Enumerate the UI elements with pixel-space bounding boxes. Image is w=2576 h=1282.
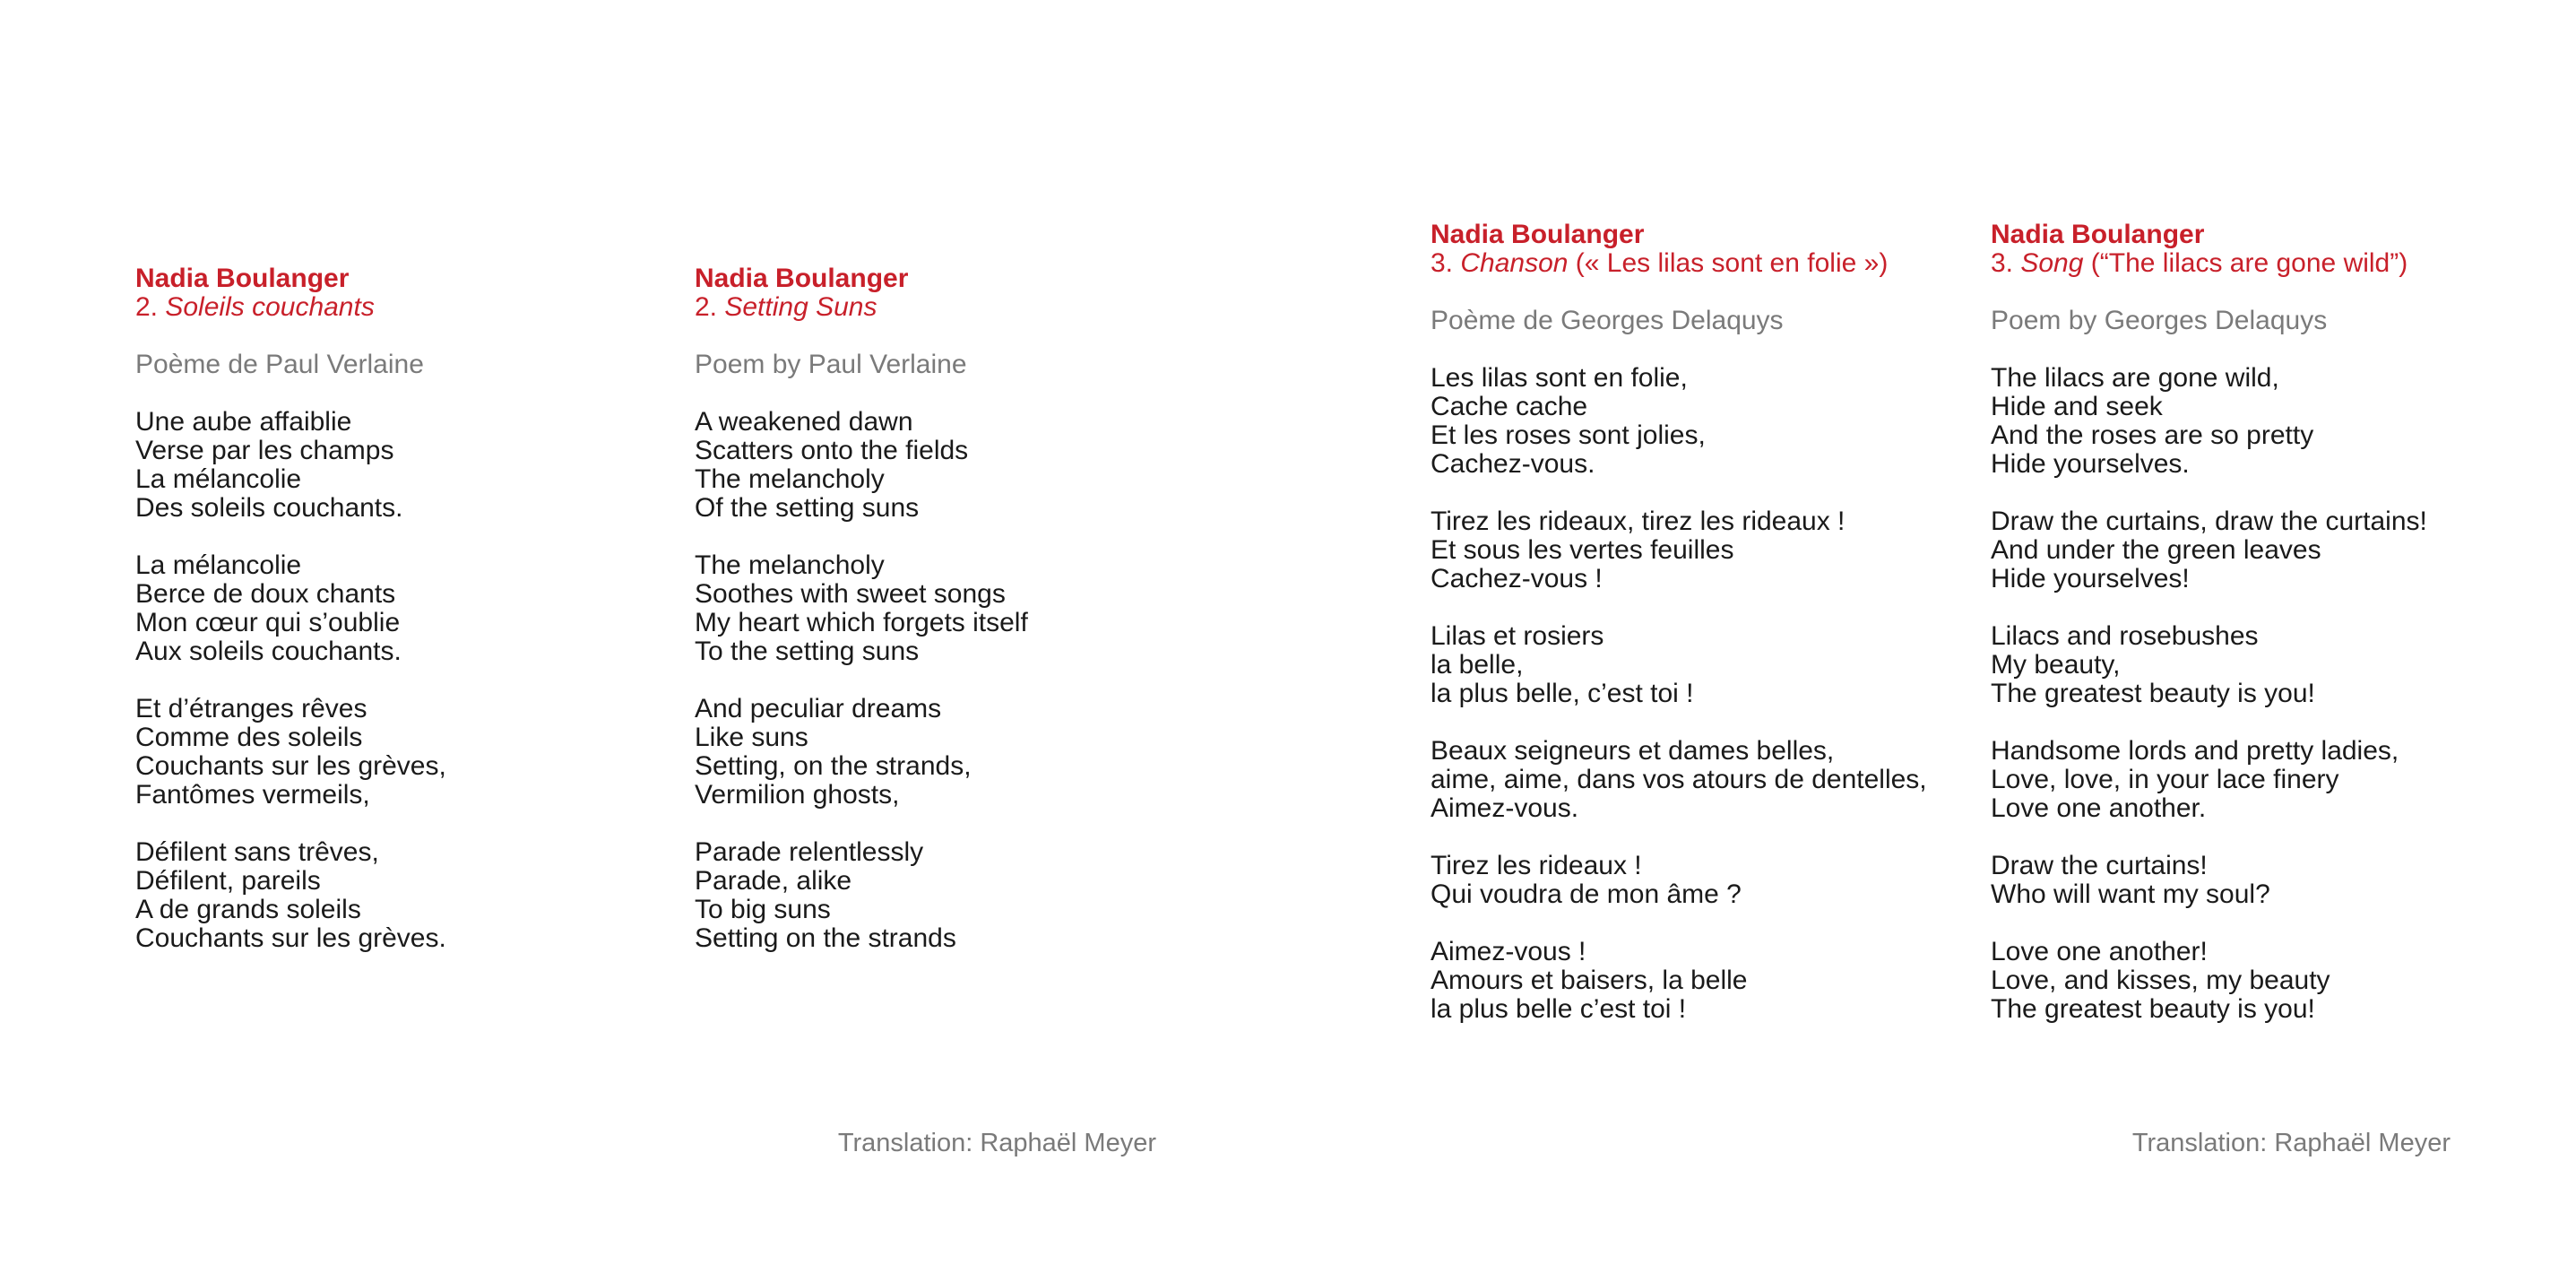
- poem-line: Vermilion ghosts,: [695, 780, 900, 810]
- poem-line: Draw the curtains, draw the curtains!: [1991, 507, 2427, 536]
- stanza: [135, 838, 637, 953]
- work-title-italic: Setting Suns: [724, 292, 877, 322]
- poem-line: To big suns: [695, 895, 831, 924]
- poem-line: Amours et baisers, la belle: [1431, 966, 1748, 995]
- poem-line: Cachez-vous.: [1431, 449, 1595, 479]
- poem-line: Parade, alike: [695, 866, 852, 896]
- poem-line: Et d’étranges rêves: [135, 694, 367, 723]
- poem-line: Tirez les rideaux !: [1431, 851, 1642, 880]
- poem-line: Des soleils couchants.: [135, 493, 403, 523]
- poem-line: The lilacs are gone wild,: [1991, 363, 2279, 393]
- poem-line: To the setting suns: [695, 637, 920, 666]
- stanza: [695, 838, 1197, 953]
- work-title: [695, 293, 1197, 322]
- poem-line: My beauty,: [1991, 650, 2121, 680]
- stanza: [1991, 852, 2493, 909]
- poem-line: Aux soleils couchants.: [135, 637, 402, 666]
- stanza: [695, 551, 1197, 666]
- poem-line: Aimez-vous.: [1431, 793, 1579, 823]
- work-title: [1431, 249, 1932, 278]
- poem-line: The greatest beauty is you!: [1991, 994, 2315, 1024]
- poem-line: La mélancolie: [135, 550, 302, 580]
- poem-line: la plus belle, c’est toi !: [1431, 679, 1694, 708]
- stanza: [695, 695, 1197, 810]
- stanza: [695, 408, 1197, 523]
- poem-line: Et les roses sont jolies,: [1431, 420, 1706, 450]
- poem-line: My heart which forgets itself: [695, 608, 1028, 637]
- poem-line: The greatest beauty is you!: [1991, 679, 2315, 708]
- stanza: [1431, 852, 1932, 909]
- poem-line: Lilacs and rosebushes: [1991, 621, 2259, 651]
- poem-line: Comme des soleils: [135, 723, 363, 752]
- poem-line: la plus belle c’est toi !: [1431, 994, 1687, 1024]
- poem-line: Love, and kisses, my beauty: [1991, 966, 2330, 995]
- translation-credit: Translation: Raphaël Meyer: [2131, 1129, 2451, 1157]
- poem-line: A weakened dawn: [695, 407, 913, 437]
- stanza: [1991, 938, 2493, 1024]
- poem-line: The melancholy: [695, 550, 885, 580]
- poem-line: Love, love, in your lace finery: [1991, 765, 2339, 794]
- poem-line: aime, aime, dans vos atours de dentelles,: [1431, 765, 1927, 794]
- poem-line: Hide yourselves.: [1991, 449, 2190, 479]
- poem-line: Mon cœur qui s’oublie: [135, 608, 401, 637]
- poem-line: Handsome lords and pretty ladies,: [1991, 736, 2399, 766]
- poem-line: Who will want my soul?: [1991, 879, 2270, 909]
- poem-line: Une aube affaiblie: [135, 407, 352, 437]
- poem-author: Poem by Paul Verlaine: [695, 350, 967, 379]
- poem-line: Cachez-vous !: [1431, 564, 1603, 593]
- stanza: [1431, 364, 1932, 479]
- poem-line: Et sous les vertes feuilles: [1431, 535, 1734, 565]
- poem-line: Like suns: [695, 723, 808, 752]
- poem-line: Aimez-vous !: [1431, 937, 1586, 966]
- stanza: [135, 408, 637, 523]
- stanza: [1431, 622, 1932, 708]
- poem-line: Tirez les rideaux, tirez les rideaux !: [1431, 507, 1846, 536]
- stanza: [1991, 622, 2493, 708]
- poem-line: Qui voudra de mon âme ?: [1431, 879, 1742, 909]
- stanza: [135, 695, 637, 810]
- poem-line: Couchants sur les grèves,: [135, 751, 446, 781]
- poem-line: La mélancolie: [135, 464, 302, 494]
- poem-line: Scatters onto the fields: [695, 436, 969, 465]
- work-subtitle: (« Les lilas sont en folie »): [1568, 248, 1889, 278]
- translation-credit: Translation: Raphaël Meyer: [837, 1129, 1156, 1157]
- poem-line: Fantômes vermeils,: [135, 780, 370, 810]
- poem-line: Défilent sans trêves,: [135, 837, 379, 867]
- work-title-italic: Song: [2020, 248, 2084, 278]
- poem-line: And the roses are so pretty: [1991, 420, 2314, 450]
- poem-line: A de grands soleils: [135, 895, 361, 924]
- poem-line: Love one another!: [1991, 937, 2208, 966]
- work-title-italic: Soleils couchants: [165, 292, 375, 322]
- stanza: [1431, 938, 1932, 1024]
- poem-line: Setting on the strands: [695, 923, 956, 953]
- poem-column-english-1: [695, 264, 1197, 953]
- stanza: [1431, 737, 1932, 823]
- poem-line: Hide and seek: [1991, 392, 2163, 421]
- poem-line: Couchants sur les grèves.: [135, 923, 446, 953]
- work-title-italic: Chanson: [1460, 248, 1569, 278]
- poem-line: Défilent, pareils: [135, 866, 321, 896]
- poem-line: And peculiar dreams: [695, 694, 942, 723]
- composer-name: Nadia Boulanger: [1431, 220, 1645, 249]
- poem-line: Verse par les champs: [135, 436, 394, 465]
- stanza: [1991, 737, 2493, 823]
- poem-line: Les lilas sont en folie,: [1431, 363, 1688, 393]
- poem-author: Poem by Georges Delaquys: [1991, 306, 2328, 335]
- poem-column-english-2: [1991, 221, 2493, 1024]
- composer-name: Nadia Boulanger: [1991, 220, 2205, 249]
- work-number: 2.: [135, 292, 166, 322]
- poem-column-french-1: [135, 264, 637, 953]
- stanza: [1991, 364, 2493, 479]
- poem-line: Parade relentlessly: [695, 837, 924, 867]
- work-number: 2.: [695, 292, 725, 322]
- poem-line: Love one another.: [1991, 793, 2207, 823]
- poem-author: Poème de Georges Delaquys: [1431, 306, 1784, 335]
- composer-name: Nadia Boulanger: [695, 264, 909, 293]
- poem-author: Poème de Paul Verlaine: [135, 350, 424, 379]
- work-number: 3.: [1991, 248, 2021, 278]
- poem-column-french-2: [1431, 221, 1932, 1024]
- stanza: [1431, 507, 1932, 593]
- composer-name: Nadia Boulanger: [135, 264, 350, 293]
- stanza: [135, 551, 637, 666]
- work-number: 3.: [1431, 248, 1461, 278]
- work-title: [135, 293, 637, 322]
- poem-line: Beaux seigneurs et dames belles,: [1431, 736, 1835, 766]
- stanza: [1991, 507, 2493, 593]
- poem-line: Hide yourselves!: [1991, 564, 2190, 593]
- poem-line: la belle,: [1431, 650, 1524, 680]
- poem-line: Of the setting suns: [695, 493, 920, 523]
- poem-line: And under the green leaves: [1991, 535, 2321, 565]
- poem-line: Berce de doux chants: [135, 579, 396, 609]
- work-title: [1991, 249, 2493, 278]
- poem-line: Draw the curtains!: [1991, 851, 2208, 880]
- poem-line: Cache cache: [1431, 392, 1588, 421]
- poem-line: Setting, on the strands,: [695, 751, 972, 781]
- poem-line: The melancholy: [695, 464, 885, 494]
- work-subtitle: (“The lilacs are gone wild”): [2083, 248, 2408, 278]
- poem-line: Lilas et rosiers: [1431, 621, 1604, 651]
- poem-line: Soothes with sweet songs: [695, 579, 1006, 609]
